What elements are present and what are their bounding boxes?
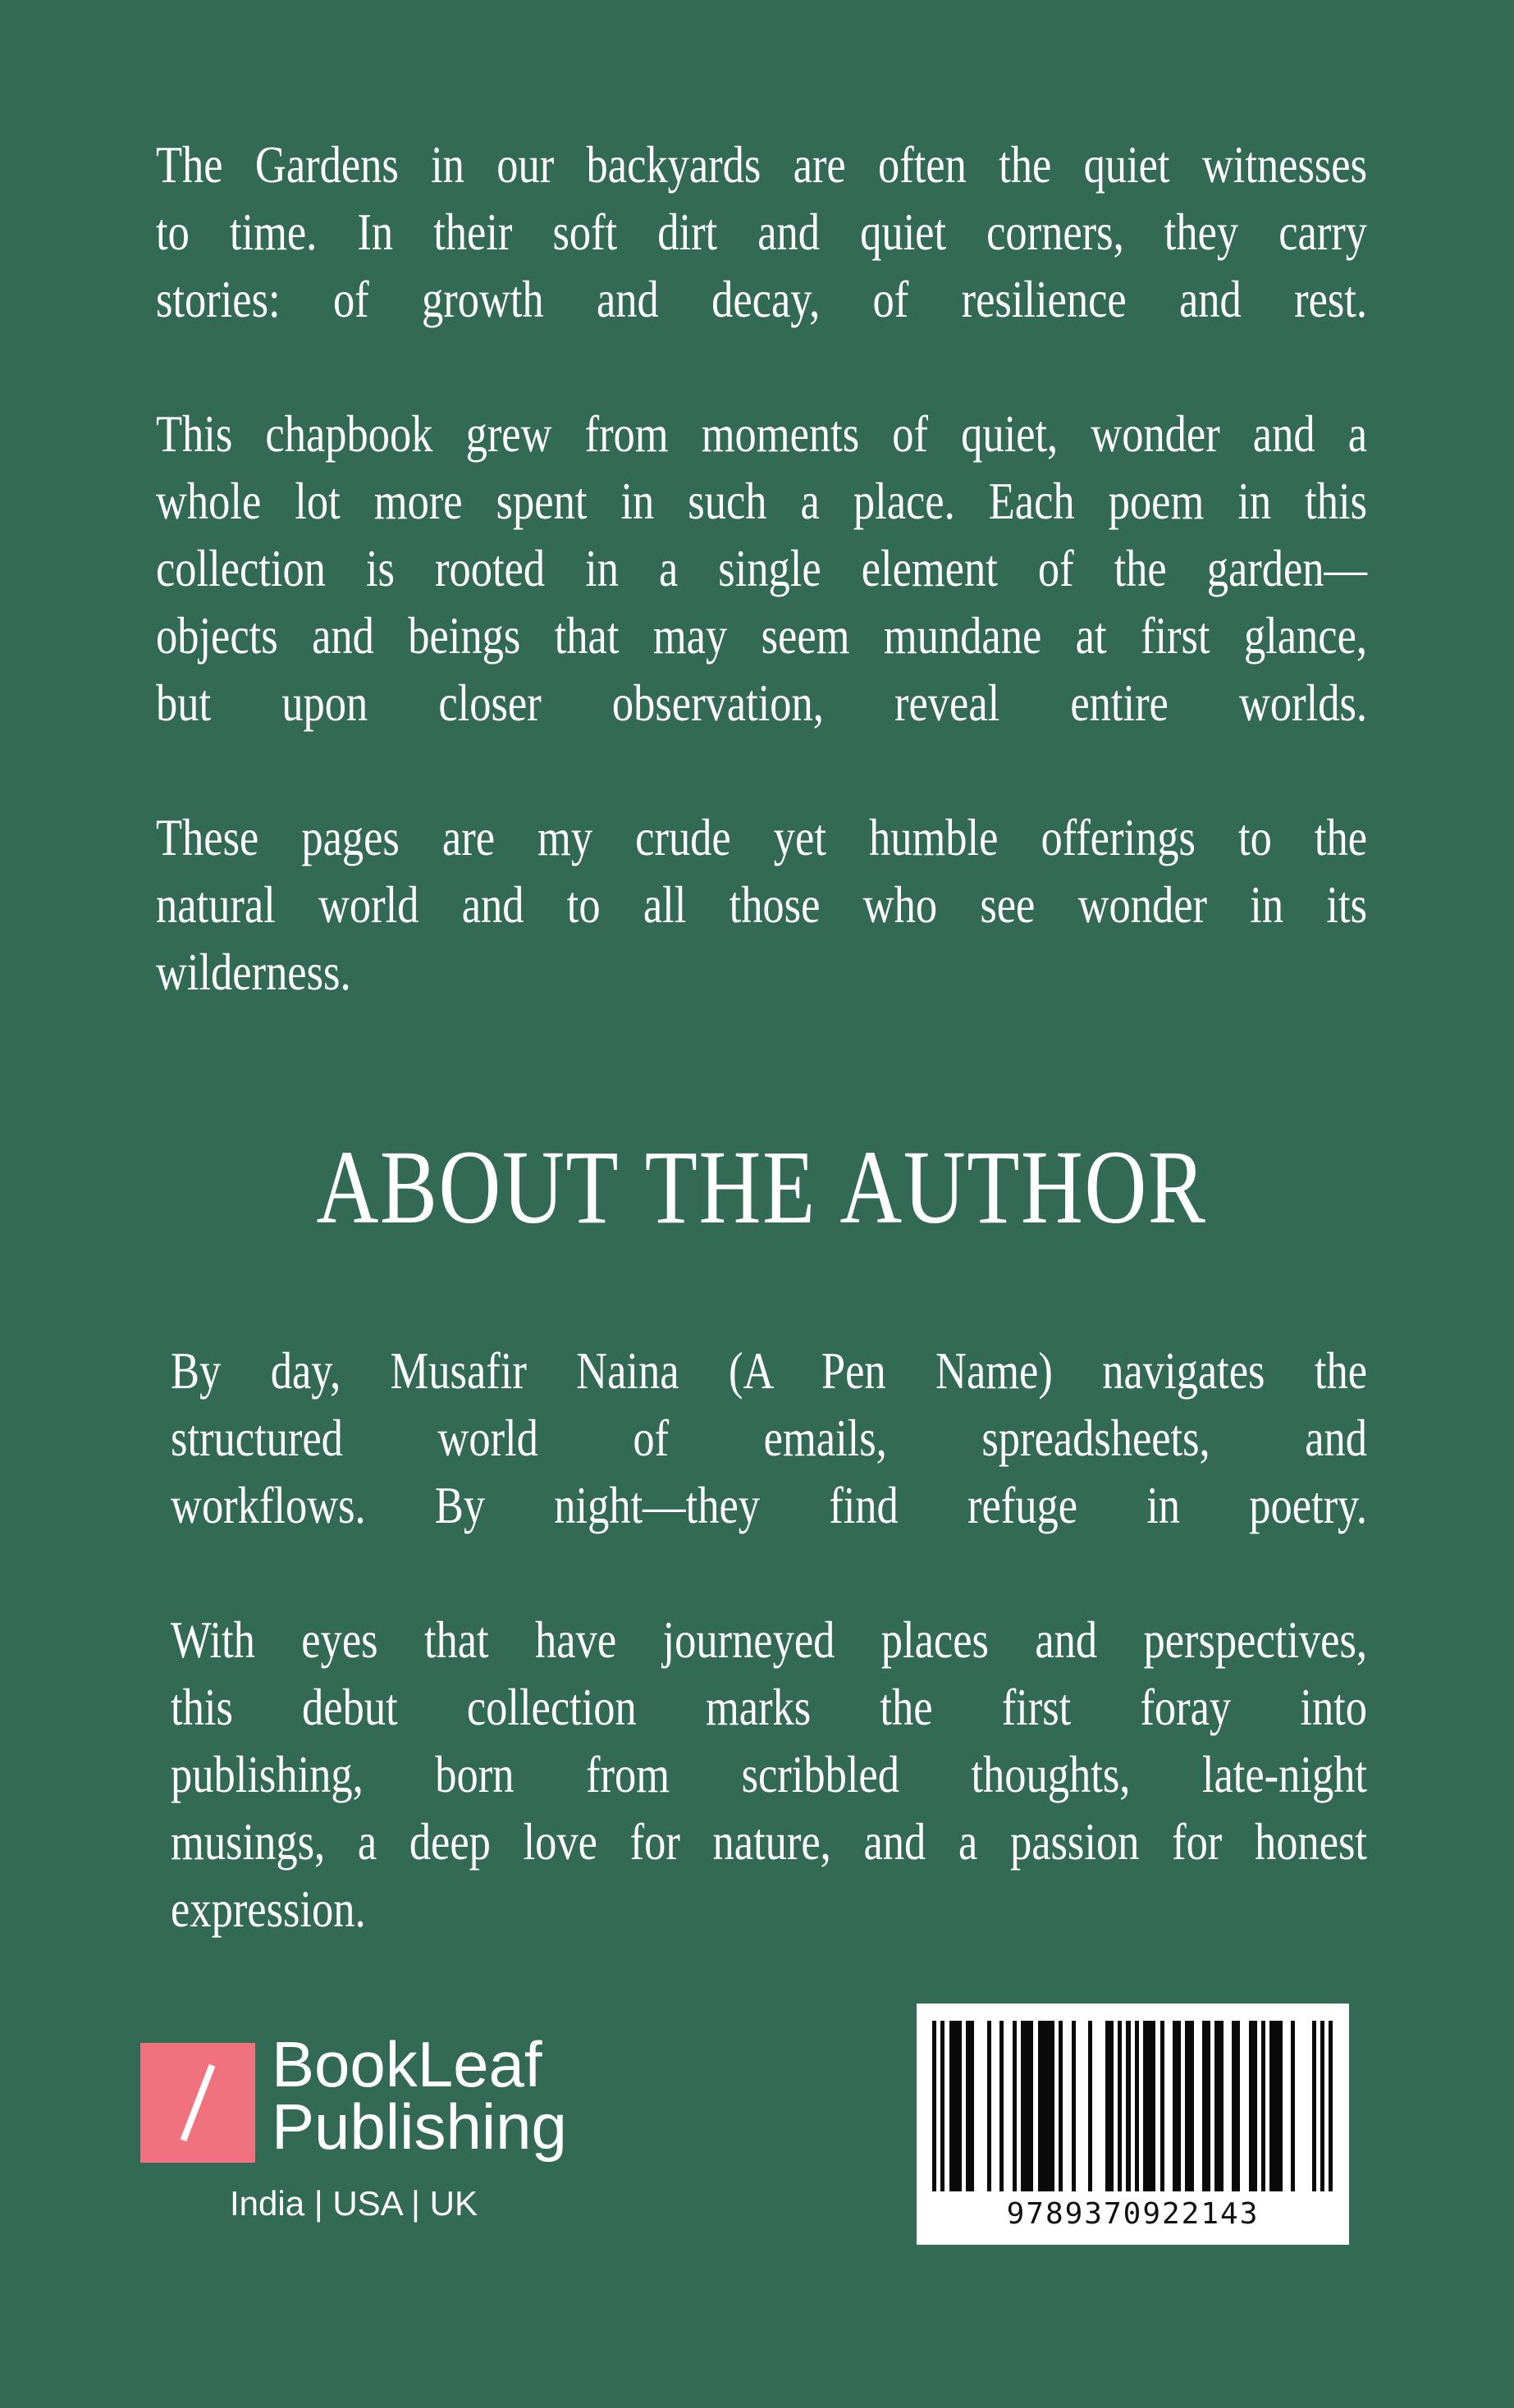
text-line: By day, Musafir Naina (A Pen Name) navigates the [171, 1341, 1367, 1400]
paragraph [171, 1606, 1367, 1943]
barcode-bars [932, 2021, 1333, 2191]
barcode-module [1329, 2021, 1333, 2191]
text-line: This chapbook grew from moments of quiet, wonder and a [156, 404, 1367, 463]
slash-icon [181, 2064, 216, 2141]
about-the-author-heading: ABOUT THE AUTHOR [316, 1129, 1207, 1245]
publisher-name-line2: Publishing [272, 2090, 567, 2163]
paragraph [156, 804, 1367, 1006]
text-line: whole lot more spent in such a place. Each poem in this [156, 472, 1367, 530]
text-line: wilderness. [156, 943, 351, 1001]
text-line: collection is rooted in a single element of the garden— [156, 539, 1367, 597]
text-line: workflows. By night—they find refuge in poetry. [171, 1476, 1367, 1534]
author-bio-section [156, 1337, 1367, 1943]
publisher-logo [140, 2043, 255, 2163]
text-line: natural world and to all those who see wonder in its [156, 875, 1367, 934]
isbn-number: 9789370922143 [1006, 2197, 1260, 2231]
text-line: With eyes that have journeyed places and perspectives, [171, 1611, 1367, 1669]
synopsis-section [156, 131, 1367, 1006]
text-line: to time. In their soft dirt and quiet corners, they carry [156, 203, 1367, 261]
text-line: publishing, born from scribbled thoughts, late-night [171, 1745, 1367, 1803]
publisher-name-line1: BookLeaf [272, 2028, 542, 2100]
paragraph [156, 131, 1367, 333]
publisher-regions: India | USA | UK [230, 2184, 478, 2223]
text-line: but upon closer observation, reveal entire worlds. [156, 674, 1367, 732]
text-line: These pages are my crude yet humble offerings to the [156, 808, 1367, 866]
text-line: expression. [171, 1880, 366, 1938]
text-line: musings, a deep love for nature, and a passion for honest [171, 1812, 1367, 1871]
back-cover-text [156, 131, 1367, 2010]
paragraph [171, 1337, 1367, 1539]
text-line: stories: of growth and decay, of resilience and rest. [156, 270, 1367, 328]
text-line: this debut collection marks the first foray into [171, 1678, 1367, 1736]
isbn-barcode [917, 2004, 1349, 2245]
text-line: structured world of emails, spreadsheets, and [171, 1409, 1367, 1467]
paragraph [156, 400, 1367, 737]
publisher-name [272, 2028, 567, 2163]
text-line: The Gardens in our backyards are often the quiet witnesses [156, 135, 1367, 194]
text-line: objects and beings that may seem mundane at first glance, [156, 606, 1367, 665]
